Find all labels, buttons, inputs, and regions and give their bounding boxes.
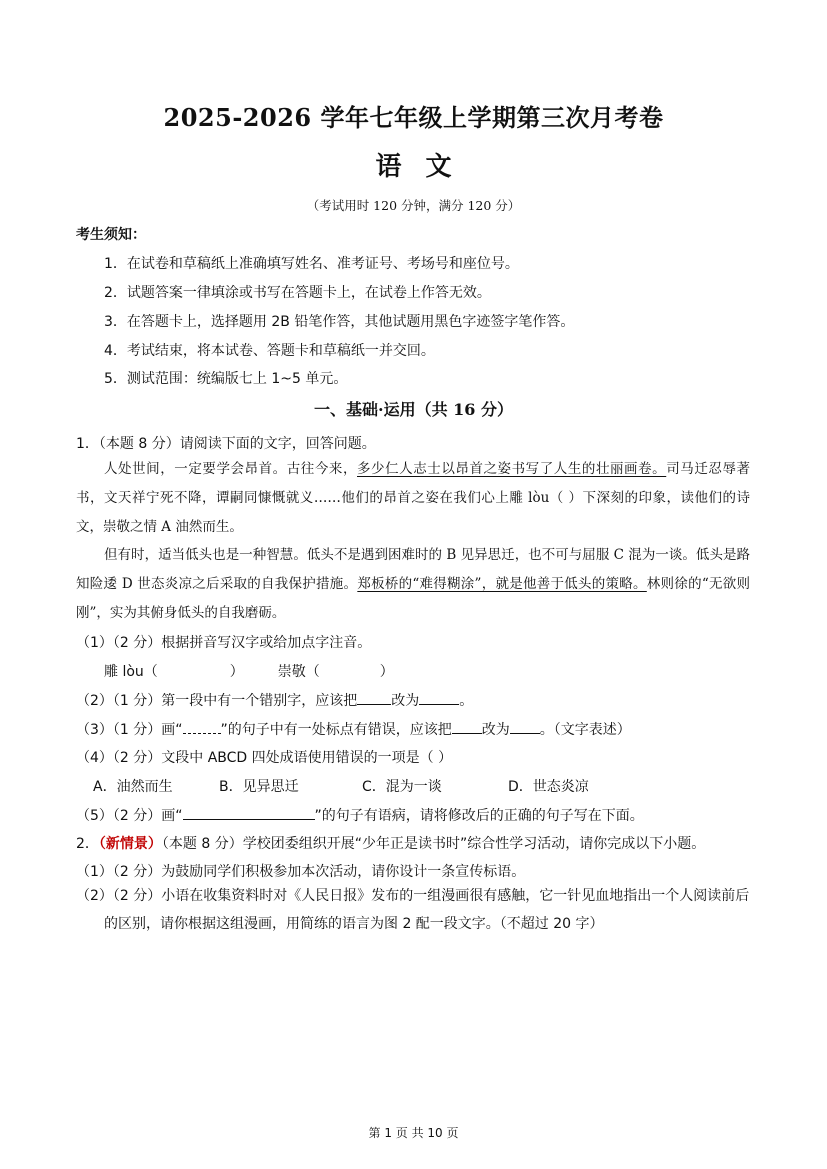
notice-heading: 考生须知： <box>76 227 146 243</box>
pinyin-prompt: 雕 lòu（ <box>104 664 158 680</box>
sub-question-1-3 <box>76 719 631 739</box>
prompt-text: （3）（1 分）画“ <box>76 722 183 738</box>
paragraph-text: 人处世间，一定要学会昂首。古往今来， <box>104 461 357 477</box>
answer-blank[interactable] <box>419 690 459 705</box>
subject-title <box>0 146 827 183</box>
prompt-text: （2）（1 分）第一段中有一个错别字，应该把 <box>76 693 358 709</box>
prompt-text: （2）（2 分）小语在收集资料时对《人民日报》发布的一组漫画很有感触，它一针见血地指出一个人阅读前后的区别，请你根据这组漫画，用简练的语言为图 2 配一段文字。（不超过 20 字） <box>76 888 750 932</box>
notice-rule: 5．测试范围：统编版七上 1~5 单元。 <box>104 371 348 387</box>
option-c[interactable]: C．混为一谈 <box>362 779 442 795</box>
notice-rule: 1．在试卷和草稿纸上准确填写姓名、准考证号、考场号和座位号。 <box>104 256 519 272</box>
notice-rule: 4．考试结束，将本试卷、答题卡和草稿纸一并交回。 <box>104 343 435 359</box>
option-a[interactable]: A．油然而生 <box>93 779 173 795</box>
prompt-text: 改为 <box>391 693 420 709</box>
prompt-text: 改为 <box>481 722 510 738</box>
exam-title: 2025-2026 学年七年级上学期第三次月考卷 <box>163 103 664 132</box>
option-d[interactable]: D．世态炎凉 <box>508 779 589 795</box>
sub-question-2-1: （1）（2 分）为鼓励同学们积极参加本次活动，请你设计一条宣传标语。 <box>76 864 526 880</box>
answer-blank[interactable] <box>510 719 540 734</box>
underlined-sentence: 多少仁人志士以昂首之姿书写了人生的壮丽画卷。 <box>357 461 667 477</box>
sub-question-1-5 <box>76 805 644 825</box>
reading-paragraph-1 <box>76 455 750 542</box>
paragraph-text: 但有时，适当低头也是一种智慧。低头不是遇到困难时的 B 见异思迁，也不可与屈服 C 混为一谈。低头是路知险逶 D 世态炎凉之后采取的自我保护措施。 <box>76 547 750 592</box>
sub-question-1-4: （4）（2 分）文段中 ABCD 四处成语使用错误的一项是（ ） <box>76 750 453 766</box>
answer-blank[interactable] <box>452 719 482 734</box>
paragraph-text: 司马迁忍辱著书，文天祥宁死不降，谭嗣同慷慨就义……他们的昂首之姿在我们心上雕 lòu（ ）下深刻的印象，读他们的诗文，崇敬之情 A 油然而生。 <box>76 461 751 535</box>
exam-info: （考试用时 120 分钟，满分 120 分） <box>306 198 521 213</box>
page-footer: 第 1 页 共 10 页 <box>368 1126 459 1140</box>
notice-rule: 3．在答题卡上，选择题用 2B 铅笔作答，其他试题用黑色字迹签字笔作答。 <box>104 314 575 330</box>
close-paren: ） <box>379 664 394 680</box>
notice-rule: 2．试题答案一律填涂或书写在答题卡上，在试卷上作答无效。 <box>104 285 491 301</box>
question-number: 2． <box>76 836 99 852</box>
prompt-text: ”的句子中有一处标点有错误，应该把 <box>220 722 452 738</box>
answer-blank[interactable] <box>357 690 391 705</box>
underline-mark-sample <box>183 805 315 820</box>
answer-line-pinyin <box>104 661 394 681</box>
prompt-text: ”的句子有语病，请将修改后的正确的句子写在下面。 <box>314 808 644 824</box>
paragraph-text: 林则徐的“无欲则刚”，实为其俯身低头的自我磨砺。 <box>76 576 751 621</box>
sub-question-2-2 <box>76 882 756 938</box>
close-paren: ） <box>229 664 244 680</box>
section-heading: 一、基础·运用（共 16 分） <box>314 400 513 419</box>
new-scenario-tag: （新情景） <box>98 836 162 852</box>
question-text: （本题 8 分）学校团委组织开展“少年正是读书时”综合性学习活动，请你完成以下小题。 <box>161 836 706 852</box>
subject-char-2: 文 <box>425 152 452 182</box>
prompt-text: 。（文字表述） <box>539 722 631 738</box>
question-1-stem: 1．（本题 8 分）请阅读下面的文字，回答问题。 <box>76 436 376 452</box>
underlined-sentence: 郑板桥的“难得糊涂”，就是他善于低头的策略。 <box>357 576 647 592</box>
option-b[interactable]: B．见异思迁 <box>219 779 299 795</box>
sub-question-1-1: （1）（2 分）根据拼音写汉字或给加点字注音。 <box>76 635 372 651</box>
question-2-stem <box>76 833 705 853</box>
wavy-mark-sample <box>183 719 221 734</box>
prompt-text: 。 <box>459 693 474 709</box>
pinyin-prompt: 崇敬（ <box>277 664 320 680</box>
sub-question-1-2 <box>76 690 473 710</box>
prompt-text: （5）（2 分）画“ <box>76 808 183 824</box>
subject-char-1: 语 <box>375 152 402 182</box>
reading-paragraph-2 <box>76 541 750 628</box>
